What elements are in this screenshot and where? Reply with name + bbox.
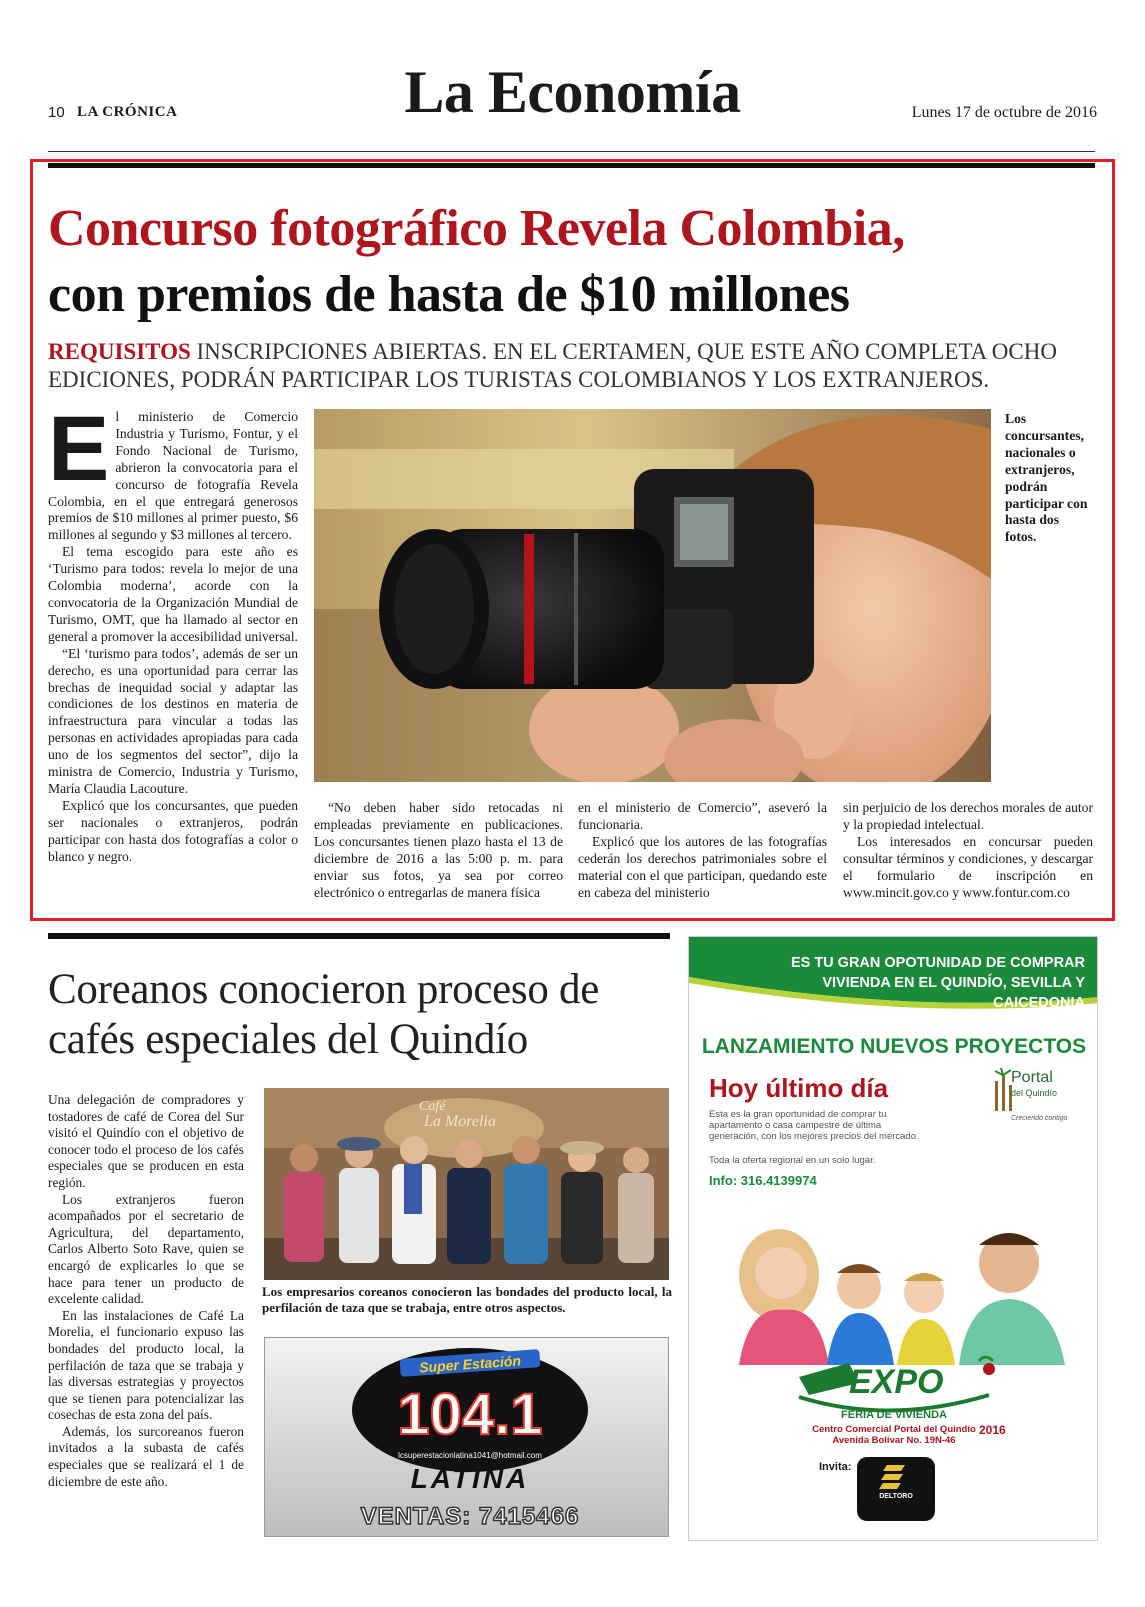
article-deck <box>48 338 1108 394</box>
radio-top-label: Super Estación <box>418 1352 522 1376</box>
sponsor-logo-icon <box>857 1457 935 1497</box>
ad-body-text: Esta es la gran oportunidad de comprar tu apartamento o casa campestre de última generación, con los mejores precios del mercado. <box>709 1109 919 1142</box>
article-column-1 <box>48 398 298 865</box>
ad-last-day: Hoy último día <box>709 1073 889 1103</box>
ad-phone[interactable]: Info: 316.4139974 <box>709 1173 817 1188</box>
ad-body-text-2: Toda la oferta regional en un solo lugar. <box>709 1155 876 1166</box>
article-headline[interactable] <box>48 196 1108 328</box>
paragraph: Además, los surcoreanos fueron invitados a la subasta de cafés especiales que se realizará el 1 de diciembre de este año. <box>48 1423 244 1489</box>
sponsor-logo <box>857 1457 935 1521</box>
paragraph: Una delegación de compradores y tostadores de café de Corea del Sur visitó el Quindío con el objetivo de conocer todo el proceso de los cafés especiales que se producen en esta región. <box>48 1092 244 1190</box>
ad-banner-text: ES TU GRAN OPOTUNIDAD DE COMPRAR VIVIENDA EN EL QUINDÍO, SEVILLA Y CAICEDONIA <box>790 955 1085 1011</box>
page-number: 10 <box>48 104 65 121</box>
paragraph: l ministerio de Comercio Industria y Turismo, Fontur, y el Fondo Nacional de Turismo, abrieron la convocatoria para el concurso de fotografía Revela Colombia, en el que entregará generosos premios de $10 millones al primer puesto, $6 millones al segundo y $3 millones al tercero. <box>48 409 298 543</box>
photo-caption: Los concursantes, nacionales o extranjeros, podrán participar con hasta dos fotos. <box>1005 411 1088 545</box>
paragraph: Los interesados en concursar pueden consultar términos y condiciones, y descargar el formulario de inscripción en www.mincit.gov.co y www.fontur.com.co <box>843 833 1093 900</box>
camera-photo[interactable] <box>314 409 991 782</box>
paragraph: En las instalaciones de Café La Morelia, el funcionario expuso las bondades del producto local, la perfilación de taza que se trabaja y las diversas estrategias y proyectos que se tienen para potencializar las cosechas de esta zona del país. <box>48 1307 244 1423</box>
ad-invita-label: Invita: <box>819 1461 852 1473</box>
headline-line-black: con premios de hasta de $10 millones <box>48 266 850 323</box>
article2-headline[interactable]: Coreanos conocieron proceso de cafés especiales del Quindío <box>48 966 599 1063</box>
paragraph: El tema escogido para este año es ‘Turismo para todos: revela lo mejor de una Colombia moderna’, acorde con la convocatoria de la Organización Mundial de Turismo, OMT, que ha llamado al sector en general a promover la accesibilidad universal. <box>48 544 298 644</box>
expo-location-mall: Centro Comercial Portal del Quindío <box>812 1424 976 1435</box>
cafe-sign-name: La Morelia <box>424 1113 496 1130</box>
expo-word: EXPO <box>849 1363 944 1401</box>
radio-ad-graphic <box>265 1338 669 1537</box>
portal-logo-word: Portal <box>1011 1069 1053 1086</box>
publication-name: LA CRÓNICA <box>77 104 178 120</box>
article2-top-rule <box>48 933 670 939</box>
family-photo <box>709 1195 1079 1365</box>
radio-sales: VENTAS: 7415466 <box>360 1503 580 1530</box>
radio-advertisement[interactable] <box>264 1337 669 1537</box>
article-column-4 <box>843 800 1093 901</box>
paragraph: en el ministerio de Comercio”, aseveró la funcionaria. <box>578 800 827 832</box>
sponsor-name: DELTORO <box>879 1493 913 1500</box>
publication-date: Lunes 17 de octubre de 2016 <box>911 104 1097 121</box>
portal-logo-tagline: Creciendo contigo <box>1011 1115 1068 1122</box>
paragraph: sin perjuicio de los derechos morales de autor y la propiedad intelectual. <box>843 800 1093 832</box>
deck-kicker: REQUISITOS <box>48 339 191 364</box>
radio-name: LATINA <box>410 1463 530 1494</box>
expo-subtitle: FERIA DE VIVIENDA <box>841 1409 947 1421</box>
dropcap: E <box>48 398 110 500</box>
coffee-visit-photo[interactable] <box>264 1088 669 1280</box>
expo-location <box>689 1424 1098 1446</box>
portal-logo-place: del Quindío <box>1011 1088 1058 1098</box>
portal-logo-title <box>1011 1071 1057 1100</box>
paragraph: Explicó que los concursantes, que pueden ser nacionales o extranjeros, podrán participar con hasta dos fotografías a color o blanco y negro. <box>48 797 298 864</box>
headline-line-red: Concurso fotográfico Revela Colombia, <box>48 200 905 257</box>
radio-frequency: 104.1 <box>397 1382 543 1447</box>
paragraph: Los extranjeros fueron acompañados por el secretario de Agricultura, del departamento, Carlos Alberto Soto Rave, quien se encargó de explicarles lo que se hace para tener un producto de excelente calidad. <box>48 1191 244 1307</box>
article2-body <box>48 1092 244 1490</box>
ad-launch-title: LANZAMIENTO NUEVOS PROYECTOS <box>701 1035 1087 1058</box>
camera-photo-illustration <box>314 409 991 782</box>
coffee-visit-illustration <box>264 1088 669 1280</box>
header-rule <box>48 151 1095 152</box>
article2-photo-caption: Los empresarios coreanos conocieron las bondades del producto local, la perfilación de taza que se trabaja, entre otros aspectos. <box>262 1284 672 1315</box>
cafe-sign: Café <box>419 1099 446 1114</box>
section-title: La Economía <box>404 59 741 125</box>
article-column-2 <box>314 800 563 901</box>
deck-text: INSCRIPCIONES ABIERTAS. EN EL CERTAMEN, QUE ESTE AÑO COMPLETA OCHO EDICIONES, PODRÁN PARTICIPAR LOS TURISTAS COLOMBIANOS Y LOS EXTRANJEROS. <box>48 339 1057 392</box>
paragraph: “El ‘turismo para todos’, además de ser un derecho, es una oportunidad para cerrar las brechas de inequidad social y adaptar las condiciones de los destinos en materia de infraestructura para vincular a todas las personas en actividades apropiadas para cada uno de los segmentos del sector”, dijo la ministra de Comercio, Industria y Turismo, María Claudia Lacouture. <box>48 645 298 796</box>
paragraph: Explicó que los autores de las fotografías cederán los derechos patrimoniales sobre el material con el que participan, quedando este en cabeza del ministerio <box>578 833 827 900</box>
housing-advertisement[interactable] <box>688 936 1098 1541</box>
radio-email: lcsuperestacionlatina1041@hotmail.com <box>398 1451 542 1460</box>
expo-location-address: Avenida Bolívar No. 19N-46 <box>832 1435 956 1446</box>
expo-year: 2016 <box>979 1423 1006 1437</box>
paragraph: “No deben haber sido retocadas ni empleadas previamente en publicaciones. Los concursantes tienen plazo hasta el 13 de diciembre de 2016 a las 5:00 p. m. para enviar sus fotos, ya sea por correo electrónico o entregarlas de manera física <box>314 800 563 900</box>
article-column-3 <box>578 800 827 901</box>
